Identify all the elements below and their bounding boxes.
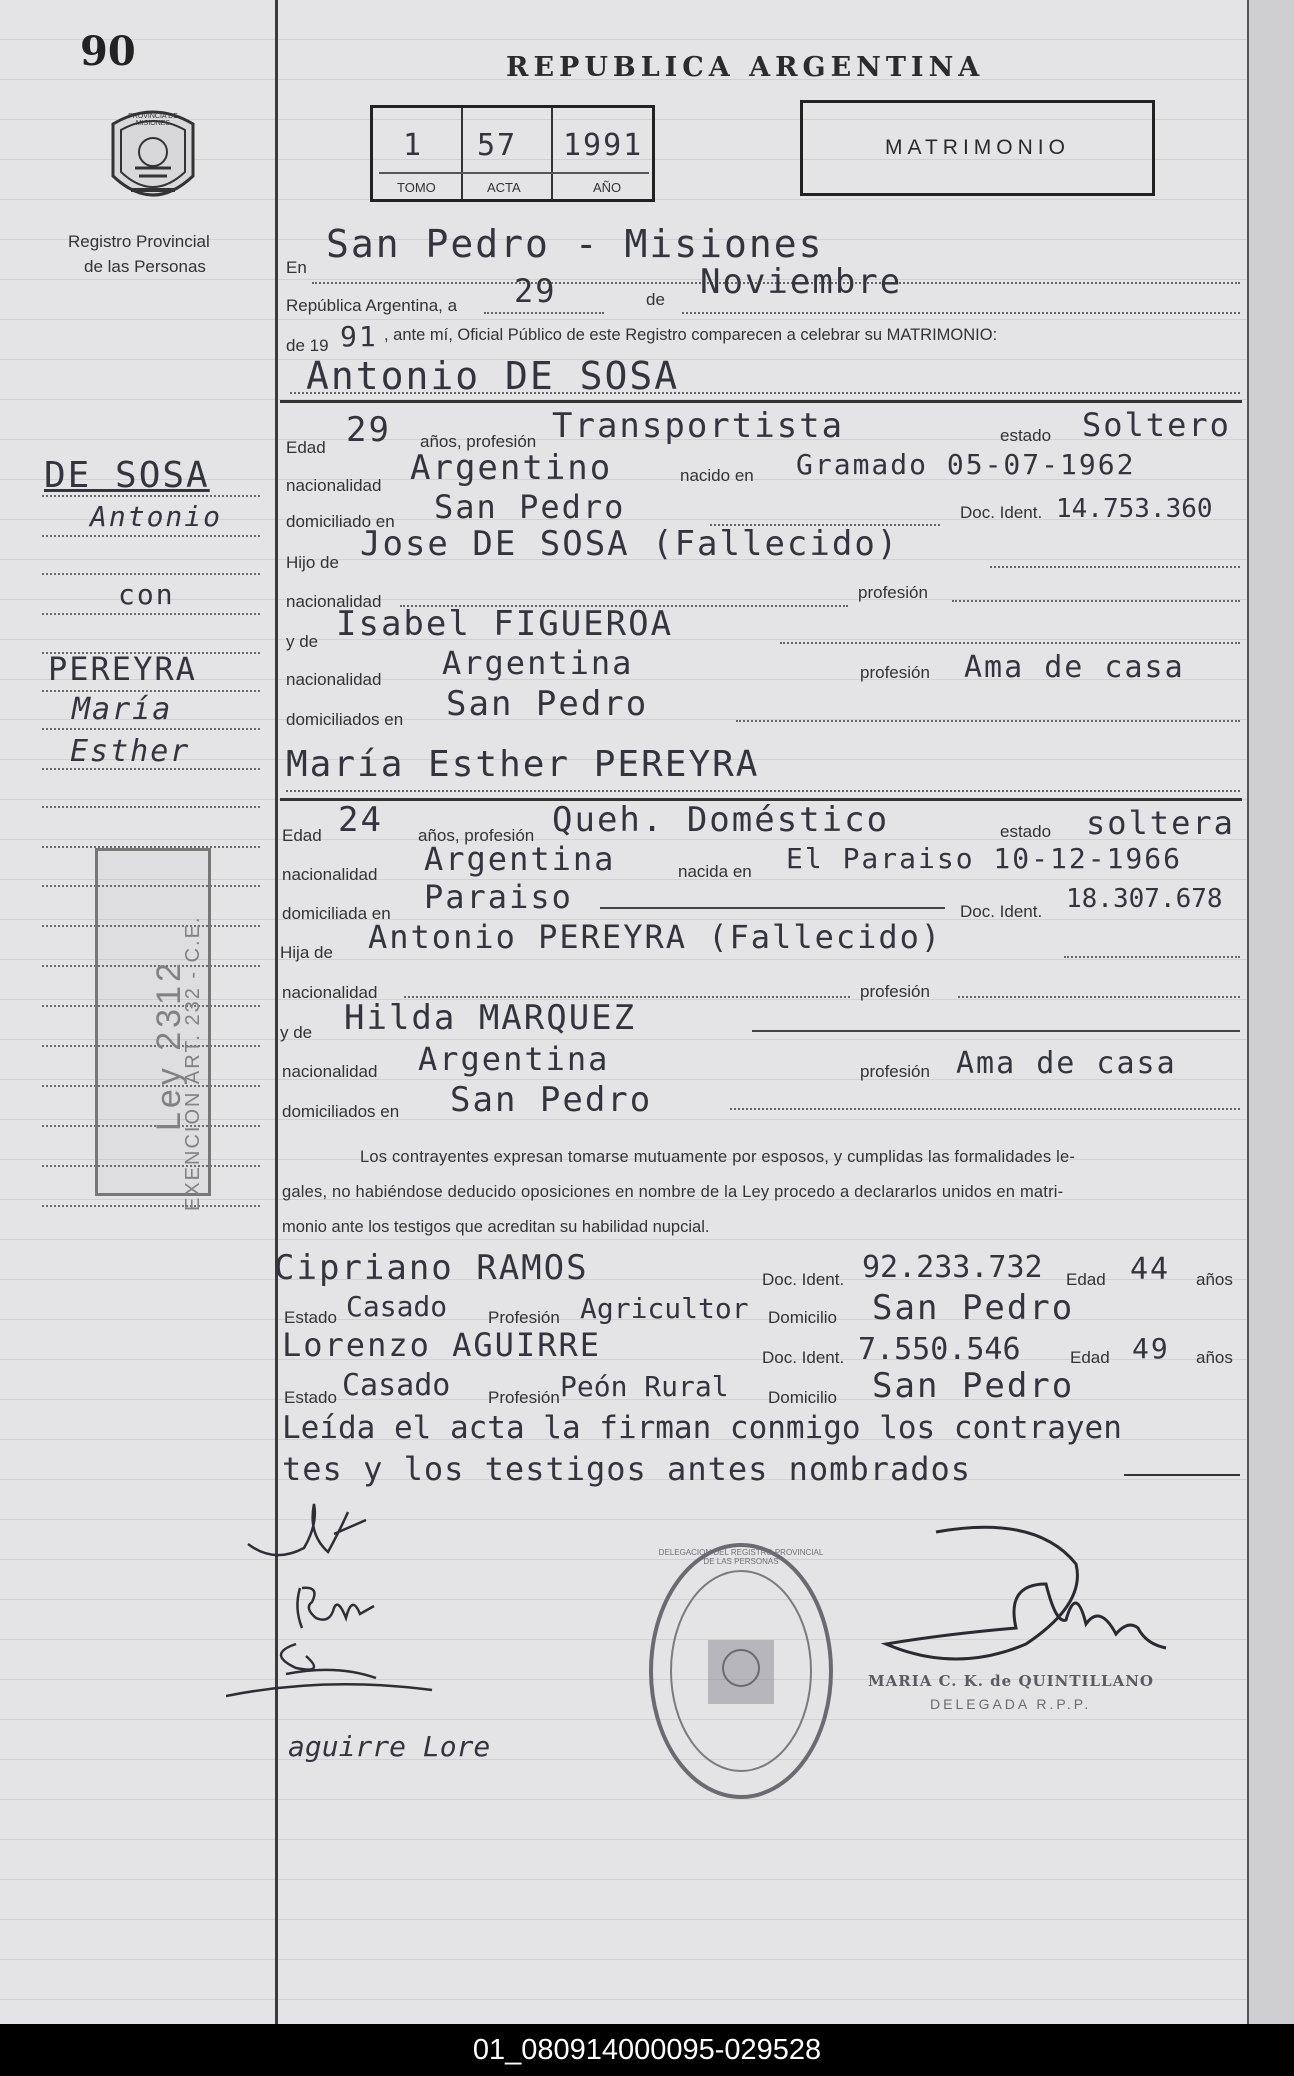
tomo-value: 1 [403, 128, 424, 163]
groom-nacionalidad: Argentino [410, 448, 613, 488]
witness2-doc: 7.550.546 [858, 1332, 1021, 1367]
witness2-name: Lorenzo AGUIRRE [282, 1326, 601, 1364]
ano-value: 1991 [563, 128, 644, 163]
label-hija-de: Hija de [280, 943, 333, 962]
page-number: 90 [80, 28, 136, 75]
bride-madre-nacionalidad: Argentina [418, 1040, 610, 1078]
label-de-mes: de [646, 290, 665, 309]
witness1-doc: 92.233.732 [862, 1250, 1043, 1285]
groom-doc: 14.753.360 [1056, 494, 1213, 524]
record-box [370, 105, 655, 202]
year: 91 [340, 320, 378, 353]
closing-line2: tes y los testigos antes nombrados [282, 1450, 972, 1488]
label-nacionalidad-madre-groom: nacionalidad [286, 670, 382, 689]
official-name: MARIA C. K. de QUINTILLANO [868, 1672, 1155, 1690]
declaration-line3: monio ante los testigos que acreditan su habilidad nupcial. [282, 1218, 710, 1236]
place: San Pedro - Misiones [326, 222, 824, 266]
groom-madre-profesion: Ama de casa [964, 650, 1185, 685]
margin-name2-bride: Esther [70, 734, 191, 769]
tomo-label: TOMO [397, 180, 436, 195]
closing-line1: Leída el acta la firman conmigo los contrayen [282, 1410, 1122, 1446]
margin-surname-bride: PEREYRA [48, 650, 197, 688]
label-profesion-w2: Profesión [488, 1388, 560, 1407]
label-estado-w1: Estado [284, 1308, 337, 1327]
ley-stamp-line1: Ley 2312 [150, 959, 188, 1131]
act-type-label: MATRIMONIO [885, 136, 1070, 159]
groom-padre: Jose DE SOSA (Fallecido) [360, 524, 900, 564]
label-en: En [286, 258, 307, 277]
label-anos-prof-bride: años, profesión [418, 826, 535, 845]
bride-domiciliada: Paraiso [424, 878, 573, 916]
label-edad-groom: Edad [286, 438, 326, 457]
signature-witness2: aguirre Lore [288, 1730, 491, 1763]
witness1-name: Cipriano RAMOS [274, 1248, 589, 1288]
label-doc-w2: Doc. Ident. [762, 1348, 845, 1367]
acta-label: ACTA [487, 180, 521, 195]
witness2-domicilio: San Pedro [872, 1366, 1075, 1406]
groom-domiciliado: San Pedro [434, 488, 626, 526]
label-hijo-de: Hijo de [286, 553, 339, 572]
label-ante: , ante mí, Oficial Público de este Registro comparecen a celebrar su MATRIMONIO: [384, 326, 998, 344]
bride-madre: Hilda MARQUEZ [344, 998, 637, 1038]
right-page-shadow [1249, 0, 1294, 2024]
label-anos-w1: años [1196, 1270, 1233, 1289]
label-profesion-madre-groom: profesión [860, 663, 930, 682]
bride-edad: 24 [338, 800, 383, 840]
groom-name: Antonio DE SOSA [306, 354, 680, 398]
bride-nacionalidad: Argentina [424, 840, 616, 878]
seal-left-text: PROVINCIA DE MISIONES [128, 113, 178, 127]
label-anos-prof-groom: años, profesión [420, 432, 537, 451]
bride-profesion: Queh. Doméstico [552, 800, 890, 840]
groom-profesion: Transportista [552, 406, 845, 446]
label-domiciliada-en: domiciliada en [282, 904, 391, 923]
bride-estado: soltera [1086, 804, 1235, 842]
label-nacionalidad-madre-bride: nacionalidad [282, 1062, 378, 1081]
footer-id: 01_080914000095-029528 [0, 2024, 1294, 2076]
label-nacionalidad-padre-bride: nacionalidad [282, 983, 378, 1002]
margin-name-groom: Antonio [90, 500, 223, 533]
label-estado-groom: estado [1000, 426, 1052, 445]
witness1-domicilio: San Pedro [872, 1288, 1075, 1328]
registry-name-line1: Registro Provincial [68, 232, 210, 251]
label-domiciliado-en: domiciliado en [286, 512, 395, 531]
left-column-divider [275, 0, 278, 2024]
official-role: DELEGADA R.P.P. [930, 1696, 1092, 1712]
registry-seal-text: DELEGACION DEL REGISTRO PROVINCIAL DE LAS PERSONAS [658, 1548, 824, 1566]
witness2-estado: Casado [342, 1368, 451, 1403]
label-nacida-en: nacida en [678, 862, 752, 881]
label-domiciliados-groom: domiciliados en [286, 710, 404, 729]
witness2-edad: 49 [1132, 1332, 1170, 1365]
signature-groom [244, 1494, 374, 1571]
groom-domicilio-padres: San Pedro [446, 684, 649, 724]
label-y-de-groom: y de [286, 632, 319, 651]
signature-official [876, 1524, 1176, 1689]
margin-name-bride: María [72, 692, 173, 727]
bride-domicilio-padres: San Pedro [450, 1080, 653, 1120]
bride-name: María Esther PEREYRA [286, 744, 760, 785]
label-estado-w2: Estado [284, 1388, 337, 1407]
label-doc-groom: Doc. Ident. [960, 503, 1043, 522]
country-heading: REPUBLICA ARGENTINA [506, 52, 985, 83]
label-edad-bride: Edad [282, 826, 322, 845]
witness1-edad: 44 [1130, 1252, 1171, 1287]
label-profesion-padre-bride: profesión [860, 982, 930, 1001]
signature-witness1 [226, 1634, 436, 1709]
declaration-line1: Los contrayentes expresan tomarse mutuamente por esposos, y cumplidas las formalidades le- [360, 1148, 1076, 1166]
label-domicilio-w2: Domicilio [768, 1388, 837, 1407]
bride-nacida-en: El Paraiso 10-12-1966 [786, 842, 1183, 875]
label-doc-bride: Doc. Ident. [960, 902, 1043, 921]
label-profesion-padre-groom: profesión [858, 583, 928, 602]
witness2-profesion: Peón Rural [560, 1370, 729, 1403]
label-y-de-bride: y de [280, 1023, 313, 1042]
label-edad-w2: Edad [1070, 1348, 1110, 1367]
ley-stamp [95, 848, 211, 1211]
groom-edad: 29 [346, 410, 391, 450]
declaration-line2: gales, no habiéndose deducido oposiciones en nombre de la Ley procedo a declararlos unidos en matri- [282, 1183, 1064, 1201]
label-domicilio-w1: Domicilio [768, 1308, 837, 1327]
groom-madre-nacionalidad: Argentina [442, 644, 634, 682]
witness1-estado: Casado [346, 1290, 448, 1323]
registry-name-line2: de las Personas [84, 257, 206, 276]
label-nacionalidad-padre-groom: nacionalidad [286, 592, 382, 611]
label-domiciliados-bride: domiciliados en [282, 1102, 400, 1121]
act-type-box [800, 100, 1155, 196]
acta-value: 57 [477, 128, 518, 163]
witness1-profesion: Agricultor [580, 1292, 749, 1325]
label-doc-w1: Doc. Ident. [762, 1270, 845, 1289]
margin-con: con [118, 578, 175, 611]
groom-nacido-en: Gramado 05-07-1962 [796, 448, 1136, 481]
label-nacido-en: nacido en [680, 466, 754, 485]
label-profesion-madre-bride: profesión [860, 1062, 930, 1081]
bride-padre: Antonio PEREYRA (Fallecido) [368, 918, 943, 956]
label-nacionalidad-bride: nacionalidad [282, 865, 378, 884]
label-republica: República Argentina, a [286, 296, 458, 315]
ano-label: AÑO [593, 180, 622, 195]
label-estado-bride: estado [1000, 822, 1052, 841]
groom-madre: Isabel FIGUEROA [336, 604, 674, 644]
month: Noviembre [700, 262, 903, 302]
label-anos-w2: años [1196, 1348, 1233, 1367]
bride-madre-profesion: Ama de casa [956, 1046, 1177, 1081]
label-nacionalidad-groom: nacionalidad [286, 476, 382, 495]
groom-estado: Soltero [1082, 406, 1231, 444]
ley-stamp-line2: EXENCION ART. 232 - C.E. [182, 915, 204, 1211]
bride-doc: 18.307.678 [1066, 884, 1223, 914]
day: 29 [514, 272, 557, 310]
label-profesion-w1: Profesión [488, 1308, 560, 1327]
registry-round-seal [646, 1540, 836, 1802]
label-edad-w1: Edad [1066, 1270, 1106, 1289]
margin-surname-groom: DE SOSA [44, 455, 210, 496]
label-de19: de 19 [286, 336, 329, 355]
